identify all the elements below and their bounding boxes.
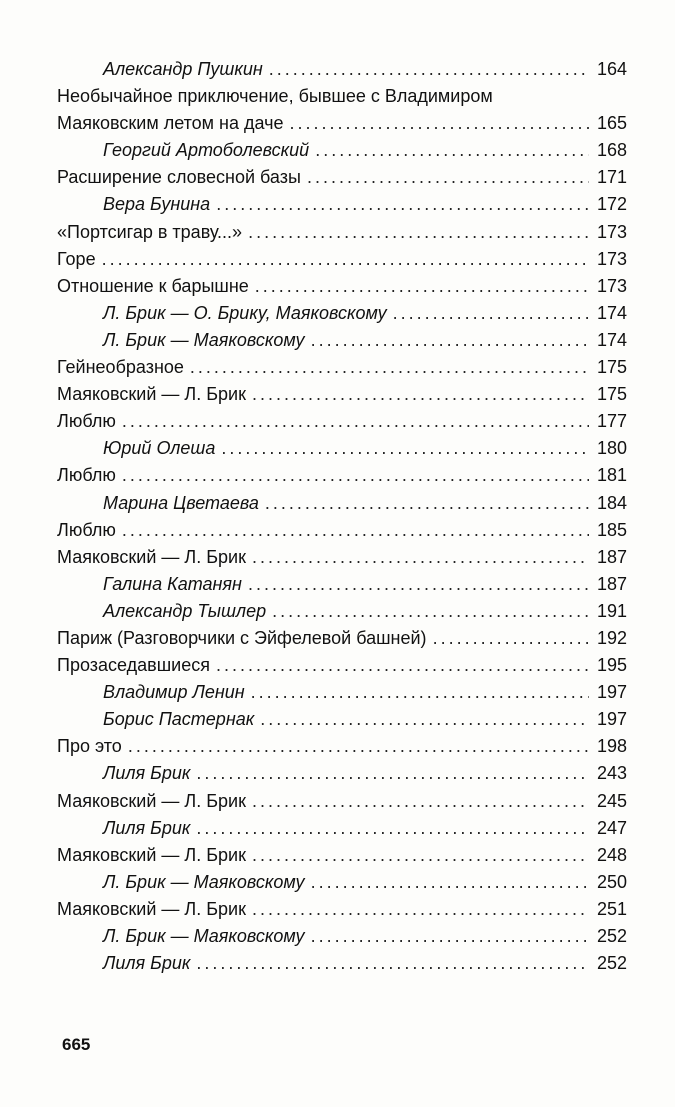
dot-leader — [260, 709, 589, 730]
toc-entry-title: Лиля Брик — [103, 817, 191, 838]
toc-entry-page: 180 — [596, 438, 627, 459]
toc-entry — [57, 736, 627, 763]
dot-leader — [122, 465, 589, 486]
dot-leader — [252, 791, 589, 812]
dot-leader — [255, 276, 589, 297]
toc-entry-page: 184 — [596, 492, 627, 513]
toc-entry — [57, 628, 627, 655]
dot-leader — [315, 140, 589, 161]
dot-leader — [311, 330, 589, 351]
toc-entry-title: Маяковский — Л. Брик — [57, 844, 246, 865]
toc-entry-title: Александр Тышлер — [103, 600, 267, 621]
toc-entry-page: 198 — [596, 736, 627, 757]
toc-entry-page: 173 — [596, 221, 627, 242]
dot-leader — [252, 899, 589, 920]
toc-entry — [57, 791, 627, 818]
toc-entry-page: 251 — [596, 898, 627, 919]
dot-leader — [269, 59, 589, 80]
toc-entry — [57, 59, 627, 86]
toc-entry — [57, 276, 627, 303]
toc-entry — [57, 845, 627, 872]
toc-entry-page: 192 — [596, 627, 627, 648]
toc-entry — [57, 86, 627, 113]
dot-leader — [251, 682, 589, 703]
toc-entry-title: Люблю — [57, 411, 116, 432]
toc-entry-page: 175 — [596, 384, 627, 405]
dot-leader — [252, 384, 589, 405]
toc-entry — [57, 655, 627, 682]
toc-entry-page: 172 — [596, 194, 627, 215]
toc-entry — [57, 411, 627, 438]
dot-leader — [248, 574, 589, 595]
toc-entry — [57, 357, 627, 384]
dot-leader — [122, 411, 589, 432]
toc-entry-title: Маяковский — Л. Брик — [57, 790, 246, 811]
dot-leader — [265, 493, 589, 514]
toc-entry-title: Про это — [57, 736, 122, 757]
dot-leader — [196, 953, 589, 974]
toc-entry-page: 173 — [596, 275, 627, 296]
toc-entry-page: 197 — [596, 709, 627, 730]
toc-entry-title: Люблю — [57, 519, 116, 540]
toc-entry-page: 164 — [596, 59, 627, 79]
toc-entry-page: 185 — [596, 519, 627, 540]
toc-entry — [57, 926, 627, 953]
toc-entry-title: Галина Катанян — [103, 573, 242, 594]
toc-entry-page: 245 — [596, 790, 627, 811]
dot-leader — [252, 845, 589, 866]
dot-leader — [311, 926, 589, 947]
toc-entry — [57, 899, 627, 926]
toc-entry-page: 171 — [596, 167, 627, 188]
table-of-contents — [57, 59, 627, 980]
toc-entry-page: 195 — [596, 655, 627, 676]
dot-leader — [102, 249, 589, 270]
page-number: 665 — [62, 1035, 91, 1054]
toc-entry-title: Гейнеобразное — [57, 357, 184, 378]
toc-entry-title: Лиля Брик — [103, 953, 191, 974]
toc-entry-page: 252 — [596, 953, 627, 974]
toc-entry-title: Маяковский — Л. Брик — [57, 898, 246, 919]
dot-leader — [393, 303, 589, 324]
toc-entry — [57, 384, 627, 411]
toc-entry-title: Л. Брик — Маяковскому — [103, 926, 305, 946]
dot-leader — [190, 357, 589, 378]
toc-entry-title: Маяковский — Л. Брик — [57, 384, 246, 405]
toc-entry-title: «Портсигар в траву...» — [57, 221, 243, 242]
toc-entry-title: Лиля Брик — [103, 763, 191, 784]
dot-leader — [290, 113, 589, 134]
toc-entry-page: 247 — [596, 817, 627, 838]
toc-entry — [57, 113, 627, 140]
toc-entry-page: 175 — [596, 357, 627, 378]
toc-entry-page: 165 — [596, 113, 627, 134]
toc-entry-title: Александр Пушкин — [103, 59, 263, 79]
dot-leader — [196, 763, 589, 784]
toc-entry-page: 187 — [596, 546, 627, 567]
toc-entry-title: Отношение к барышне — [57, 275, 249, 296]
toc-entry — [57, 140, 627, 167]
toc-entry-title: Необычайное приключение, бывшее с Владимиром — [57, 86, 493, 107]
toc-entry-page: 173 — [596, 248, 627, 269]
toc-entry-title: Л. Брик — О. Брику, Маяковскому — [103, 302, 387, 323]
toc-entry-title: Л. Брик — Маяковскому — [103, 329, 305, 350]
toc-entry-title: Прозаседавшиеся — [57, 655, 210, 676]
toc-entry-title: Марина Цветаева — [103, 492, 259, 513]
toc-entry-title: Маяковский — Л. Брик — [57, 546, 246, 567]
toc-entry-page: 248 — [596, 844, 627, 865]
toc-entry-page: 191 — [596, 600, 627, 621]
dot-leader — [311, 872, 589, 893]
toc-entry — [57, 818, 627, 845]
toc-entry-title: Расширение словесной базы — [57, 167, 301, 188]
toc-entry — [57, 547, 627, 574]
toc-entry — [57, 763, 627, 790]
toc-entry — [57, 167, 627, 194]
toc-entry-page: 187 — [596, 573, 627, 594]
toc-entry — [57, 601, 627, 628]
toc-entry-title: Люблю — [57, 465, 116, 486]
toc-entry-page: 174 — [596, 329, 627, 350]
toc-entry-title: Париж (Разговорчики с Эйфелевой башней) — [57, 627, 427, 648]
dot-leader — [433, 628, 589, 649]
toc-entry-page: 243 — [596, 763, 627, 784]
toc-entry — [57, 194, 627, 221]
toc-entry-page: 252 — [596, 926, 627, 946]
toc-entry-title: Владимир Ленин — [103, 682, 245, 703]
toc-entry-page: 177 — [596, 411, 627, 432]
toc-entry-page: 181 — [596, 465, 627, 486]
toc-entry — [57, 709, 627, 736]
dot-leader — [252, 547, 589, 568]
dot-leader — [216, 194, 589, 215]
toc-entry — [57, 303, 627, 330]
toc-entry — [57, 520, 627, 547]
dot-leader — [216, 655, 589, 676]
toc-entry-page: 168 — [596, 140, 627, 161]
toc-entry — [57, 872, 627, 899]
toc-entry — [57, 493, 627, 520]
dot-leader — [128, 736, 589, 757]
toc-entry — [57, 222, 627, 249]
dot-leader — [248, 222, 589, 243]
toc-entry-title: Горе — [57, 248, 96, 269]
toc-entry — [57, 574, 627, 601]
toc-entry — [57, 438, 627, 465]
toc-entry-page: 250 — [596, 871, 627, 892]
toc-entry-title: Юрий Олеша — [103, 438, 216, 459]
toc-entry — [57, 682, 627, 709]
toc-entry — [57, 465, 627, 492]
toc-entry-page: 174 — [596, 302, 627, 323]
toc-entry-title: Л. Брик — Маяковскому — [103, 871, 305, 892]
dot-leader — [307, 167, 589, 188]
toc-entry — [57, 249, 627, 276]
toc-entry-title: Георгий Артоболевский — [103, 140, 310, 161]
toc-entry-page: 197 — [596, 682, 627, 703]
toc-entry — [57, 330, 627, 357]
toc-entry-title: Вера Бунина — [103, 194, 211, 215]
toc-entry-title: Маяковским летом на даче — [57, 113, 284, 134]
dot-leader — [122, 520, 589, 541]
toc-entry — [57, 953, 627, 980]
dot-leader — [221, 438, 589, 459]
dot-leader — [272, 601, 589, 622]
dot-leader — [196, 818, 589, 839]
toc-entry-title: Борис Пастернак — [103, 709, 255, 730]
